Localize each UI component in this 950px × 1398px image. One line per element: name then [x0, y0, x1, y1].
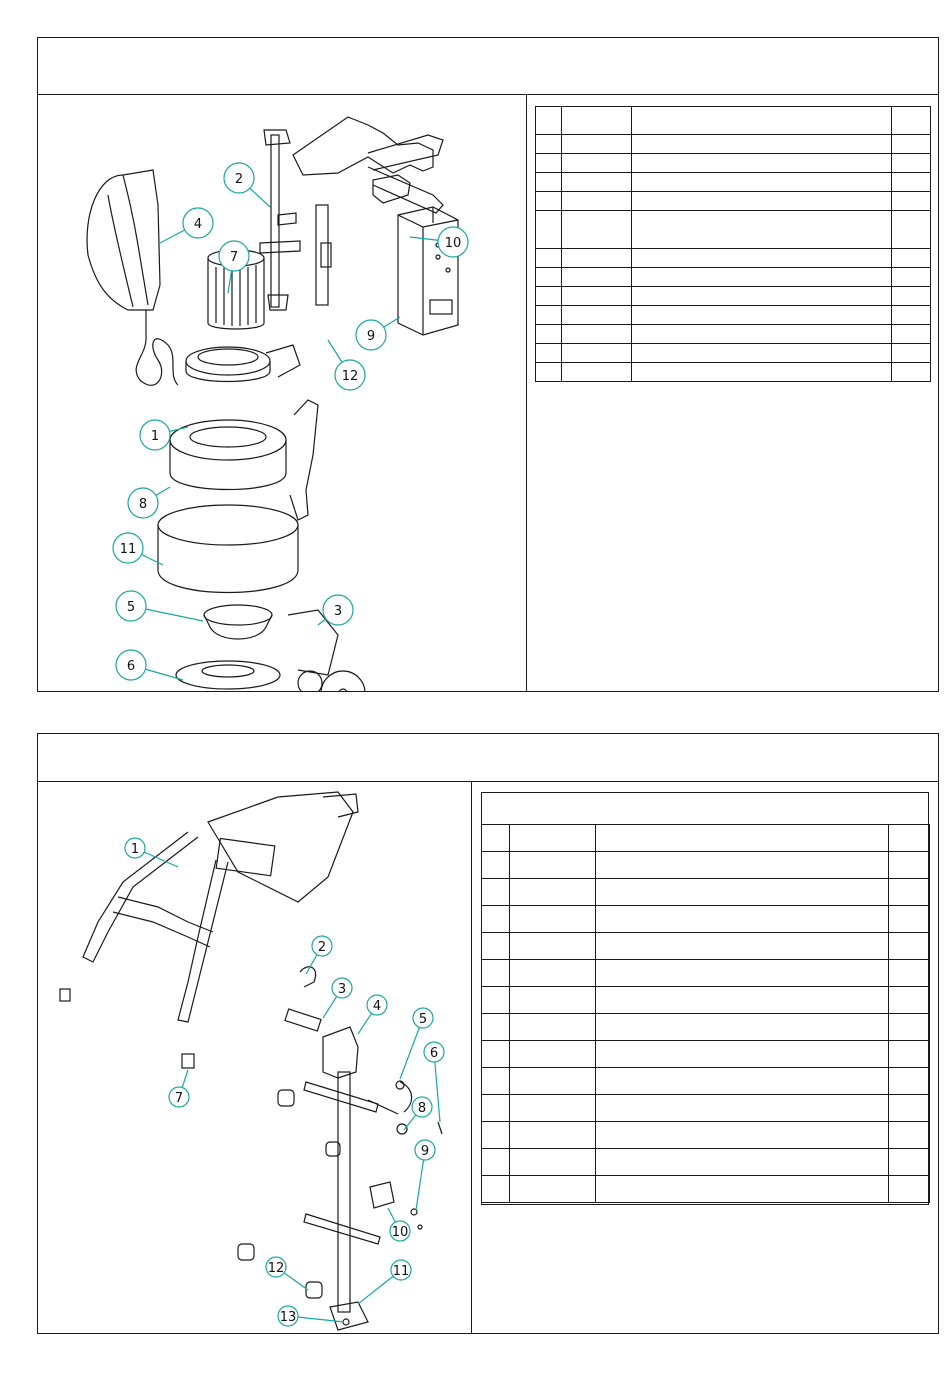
- lower-column: [338, 1072, 350, 1312]
- parts-table-cell: [596, 1014, 889, 1041]
- cross-plate-upper: [304, 1082, 378, 1112]
- parts-table-cell: [482, 879, 510, 906]
- switch-bracket: [370, 1182, 394, 1208]
- parts-table-cell: [562, 135, 632, 154]
- parts-table-cell: [510, 1068, 596, 1095]
- exploded-drawing-bottom: [38, 782, 472, 1334]
- callout-13: [278, 1306, 344, 1326]
- parts-table-cell: [596, 1095, 889, 1122]
- parts-table-cell: [510, 906, 596, 933]
- parts-table-cell: [510, 960, 596, 987]
- callout-8: [128, 487, 170, 518]
- parts-table-cell: [596, 1122, 889, 1149]
- parts-table-row: [536, 344, 931, 363]
- parts-table-cell: [562, 173, 632, 192]
- parts-list-table-bottom: [481, 824, 930, 1203]
- bolt-6: [438, 1122, 442, 1134]
- clip-7: [182, 1054, 194, 1068]
- parts-table-cell: [889, 825, 930, 852]
- gearbox: [204, 605, 272, 625]
- parts-table-row: [536, 211, 931, 249]
- parts-table-cell: [536, 268, 562, 287]
- callout-number: 8: [417, 1101, 427, 1116]
- cross-plate-lower: [304, 1214, 380, 1244]
- mount-bracket: [323, 1027, 358, 1078]
- shroud-top: [170, 420, 286, 460]
- callout-1: [140, 420, 188, 450]
- parts-table-row: [482, 825, 930, 852]
- callout-12: [328, 340, 365, 390]
- callout-number: 4: [193, 217, 203, 232]
- callout-number: 1: [130, 842, 140, 857]
- parts-table-cell: [510, 1041, 596, 1068]
- parts-table-row: [482, 960, 930, 987]
- parts-table-cell: [536, 211, 562, 249]
- parts-table-cell: [482, 852, 510, 879]
- parts-table-cell: [510, 1122, 596, 1149]
- parts-table-cell: [562, 344, 632, 363]
- parts-table-cell: [562, 287, 632, 306]
- parts-table-cell: [596, 1176, 889, 1203]
- panel-top-title: [38, 38, 938, 95]
- parts-table-row: [482, 933, 930, 960]
- parts-table-cell: [892, 268, 931, 287]
- callout-number: 2: [234, 172, 244, 187]
- parts-table-cell: [889, 987, 930, 1014]
- parts-table-cell: [596, 1068, 889, 1095]
- parts-table-cell: [536, 107, 562, 135]
- parts-table-cell: [482, 960, 510, 987]
- callout-number: 9: [366, 329, 376, 344]
- panel-bottom-title: [38, 734, 938, 782]
- callout-number: 5: [126, 600, 136, 615]
- shroud-arm: [290, 400, 318, 520]
- parts-table-cell: [632, 306, 892, 325]
- parts-table-cell: [482, 1095, 510, 1122]
- parts-table-row: [536, 135, 931, 154]
- parts-table-row: [482, 1095, 930, 1122]
- callout-number: 12: [267, 1261, 285, 1276]
- parts-table-cell: [892, 287, 931, 306]
- parts-table-row: [536, 173, 931, 192]
- parts-table-cell: [562, 306, 632, 325]
- callout-number: 6: [126, 659, 136, 674]
- parts-table-row: [482, 1041, 930, 1068]
- motor-cover: [87, 170, 160, 310]
- support-tube: [316, 205, 328, 305]
- handle-exploded-diagram: [38, 782, 472, 1334]
- parts-table-cell: [482, 1176, 510, 1203]
- parts-table-cell: [482, 933, 510, 960]
- parts-table-cell: [632, 154, 892, 173]
- parts-table-cell: [889, 1149, 930, 1176]
- parts-table-cell: [892, 173, 931, 192]
- parts-table-cell: [889, 933, 930, 960]
- parts-table-cell: [562, 249, 632, 268]
- clip-left: [60, 989, 70, 1001]
- parts-table-row: [482, 879, 930, 906]
- bumper: [278, 1090, 294, 1106]
- parts-table-cell: [562, 192, 632, 211]
- parts-table-cell: [562, 363, 632, 382]
- parts-table-cell: [562, 211, 632, 249]
- parts-table-cell: [632, 325, 892, 344]
- callout-3: [318, 595, 353, 625]
- callout-4: [160, 208, 213, 243]
- parts-table-cell: [596, 960, 889, 987]
- callout-number: 3: [333, 604, 343, 619]
- parts-table-row: [482, 987, 930, 1014]
- callout-number: 10: [444, 236, 462, 251]
- parts-table-cell: [632, 287, 892, 306]
- callout-number: 11: [392, 1264, 410, 1279]
- parts-table-cell: [632, 107, 892, 135]
- callout-9: [356, 317, 400, 350]
- parts-table-cell: [889, 960, 930, 987]
- parts-table-cell: [562, 325, 632, 344]
- skirt-top: [158, 505, 298, 545]
- parts-table-cell: [889, 1176, 930, 1203]
- parts-table-cell: [536, 154, 562, 173]
- parts-table-row: [536, 287, 931, 306]
- parts-table-cell: [596, 1149, 889, 1176]
- parts-table-cell: [889, 879, 930, 906]
- parts-table-cell: [596, 1041, 889, 1068]
- parts-table-cell: [889, 1041, 930, 1068]
- parts-table-cell: [482, 906, 510, 933]
- callout-number: 13: [279, 1310, 297, 1325]
- parts-table-cell: [632, 173, 892, 192]
- parts-table-cell: [632, 211, 892, 249]
- callout-2: [224, 163, 270, 207]
- callout-1: [125, 838, 178, 867]
- parts-table-cell: [892, 325, 931, 344]
- parts-table-cell: [510, 1095, 596, 1122]
- callout-10: [410, 227, 468, 257]
- parts-table-cell: [596, 825, 889, 852]
- parts-table-cell: [892, 363, 931, 382]
- axle-pin: [285, 1009, 321, 1031]
- column-base: [330, 1302, 368, 1330]
- callout-number: 10: [391, 1225, 409, 1240]
- callout-11: [113, 533, 163, 565]
- parts-table-cell: [536, 306, 562, 325]
- parts-table-cell: [889, 1122, 930, 1149]
- parts-table-cell: [632, 135, 892, 154]
- parts-table-row: [482, 1122, 930, 1149]
- parts-table-cell: [892, 249, 931, 268]
- parts-table-cell: [536, 325, 562, 344]
- callout-number: 6: [429, 1046, 439, 1061]
- locking-pin: [368, 1082, 412, 1114]
- parts-table-cell: [536, 344, 562, 363]
- parts-table-cell: [536, 249, 562, 268]
- parts-table-cell: [562, 154, 632, 173]
- parts-table-cell: [510, 1014, 596, 1041]
- parts-table-row: [482, 1068, 930, 1095]
- parts-table-cell: [510, 933, 596, 960]
- callout-number: 7: [229, 250, 239, 265]
- machine-exploded-diagram: [38, 95, 527, 692]
- parts-table-cell: [510, 987, 596, 1014]
- parts-table-cell: [596, 987, 889, 1014]
- handle-tube-right: [178, 860, 228, 1022]
- parts-table-cell: [482, 825, 510, 852]
- parts-table-cell: [510, 1176, 596, 1203]
- exploded-drawing-top: [38, 95, 527, 692]
- callout-number: 12: [341, 369, 359, 384]
- parts-table-cell: [596, 852, 889, 879]
- parts-table-cell: [889, 1014, 930, 1041]
- bumper-12: [306, 1282, 322, 1298]
- parts-table-cell: [892, 135, 931, 154]
- parts-table-cell: [632, 344, 892, 363]
- callout-10: [388, 1208, 410, 1241]
- parts-table-cell: [892, 192, 931, 211]
- parts-table-cell: [510, 879, 596, 906]
- callout-number: 4: [372, 999, 382, 1014]
- exploded-view-panel-bottom: [37, 733, 939, 1334]
- handle-housing: [208, 792, 353, 902]
- callout-number: 2: [317, 940, 327, 955]
- parts-table-row: [536, 107, 931, 135]
- callout-7: [169, 1070, 189, 1107]
- parts-table-row: [482, 1014, 930, 1041]
- handle-grip-lower: [368, 167, 443, 213]
- parts-table-row: [536, 249, 931, 268]
- callout-6: [116, 650, 183, 680]
- parts-table-row: [482, 906, 930, 933]
- parts-table-cell: [892, 154, 931, 173]
- exploded-view-panel-top: [37, 37, 939, 692]
- parts-list-frame-bottom: [481, 792, 929, 1205]
- parts-table-cell: [889, 1095, 930, 1122]
- parts-table-cell: [596, 879, 889, 906]
- motor-ring: [186, 347, 270, 375]
- callout-number: 1: [150, 429, 160, 444]
- parts-table-cell: [596, 906, 889, 933]
- parts-table-row: [482, 852, 930, 879]
- parts-table-cell: [562, 268, 632, 287]
- parts-table-cell: [482, 1068, 510, 1095]
- handle-bar: [293, 117, 433, 175]
- callout-12: [266, 1257, 308, 1290]
- callout-5: [116, 591, 203, 621]
- parts-table-row: [482, 1149, 930, 1176]
- callout-9: [415, 1140, 435, 1210]
- parts-table-cell: [482, 1014, 510, 1041]
- parts-list-caption: [482, 793, 928, 825]
- parts-table-row: [536, 154, 931, 173]
- parts-table-cell: [892, 107, 931, 135]
- parts-table-cell: [596, 933, 889, 960]
- parts-table-cell: [510, 825, 596, 852]
- parts-table-row: [536, 363, 931, 382]
- parts-table-cell: [482, 1149, 510, 1176]
- parts-list-table-top: [535, 106, 931, 382]
- parts-table-cell: [482, 1041, 510, 1068]
- parts-table-cell: [536, 287, 562, 306]
- parts-table-cell: [889, 906, 930, 933]
- parts-table-row: [536, 306, 931, 325]
- parts-table-cell: [482, 1122, 510, 1149]
- parts-table-cell: [562, 107, 632, 135]
- parts-table-cell: [632, 192, 892, 211]
- callout-number: 11: [119, 542, 137, 557]
- callout-4: [358, 995, 387, 1034]
- callout-8: [404, 1097, 432, 1130]
- callout-3: [323, 978, 352, 1018]
- parts-table-cell: [482, 987, 510, 1014]
- callout-number: 8: [138, 497, 148, 512]
- callout-number: 9: [420, 1144, 430, 1159]
- callout-2: [306, 936, 332, 974]
- parts-table-row: [536, 268, 931, 287]
- parts-table-row: [482, 1176, 930, 1203]
- callout-11: [358, 1260, 411, 1304]
- parts-table-cell: [632, 249, 892, 268]
- parts-table-row: [536, 325, 931, 344]
- parts-table-cell: [892, 344, 931, 363]
- parts-table-cell: [892, 306, 931, 325]
- parts-table-cell: [632, 268, 892, 287]
- parts-table-cell: [510, 852, 596, 879]
- parts-table-cell: [510, 1149, 596, 1176]
- callout-number: 3: [337, 982, 347, 997]
- parts-table-cell: [536, 135, 562, 154]
- power-cord: [136, 310, 178, 385]
- parts-table-cell: [632, 363, 892, 382]
- parts-table-row: [536, 192, 931, 211]
- callout-number: 7: [174, 1091, 184, 1106]
- callout-number: 5: [418, 1012, 428, 1027]
- parts-table-cell: [892, 211, 931, 249]
- parts-table-cell: [536, 192, 562, 211]
- parts-table-cell: [889, 1068, 930, 1095]
- parts-table-cell: [889, 852, 930, 879]
- parts-table-cell: [536, 363, 562, 382]
- parts-table-cell: [536, 173, 562, 192]
